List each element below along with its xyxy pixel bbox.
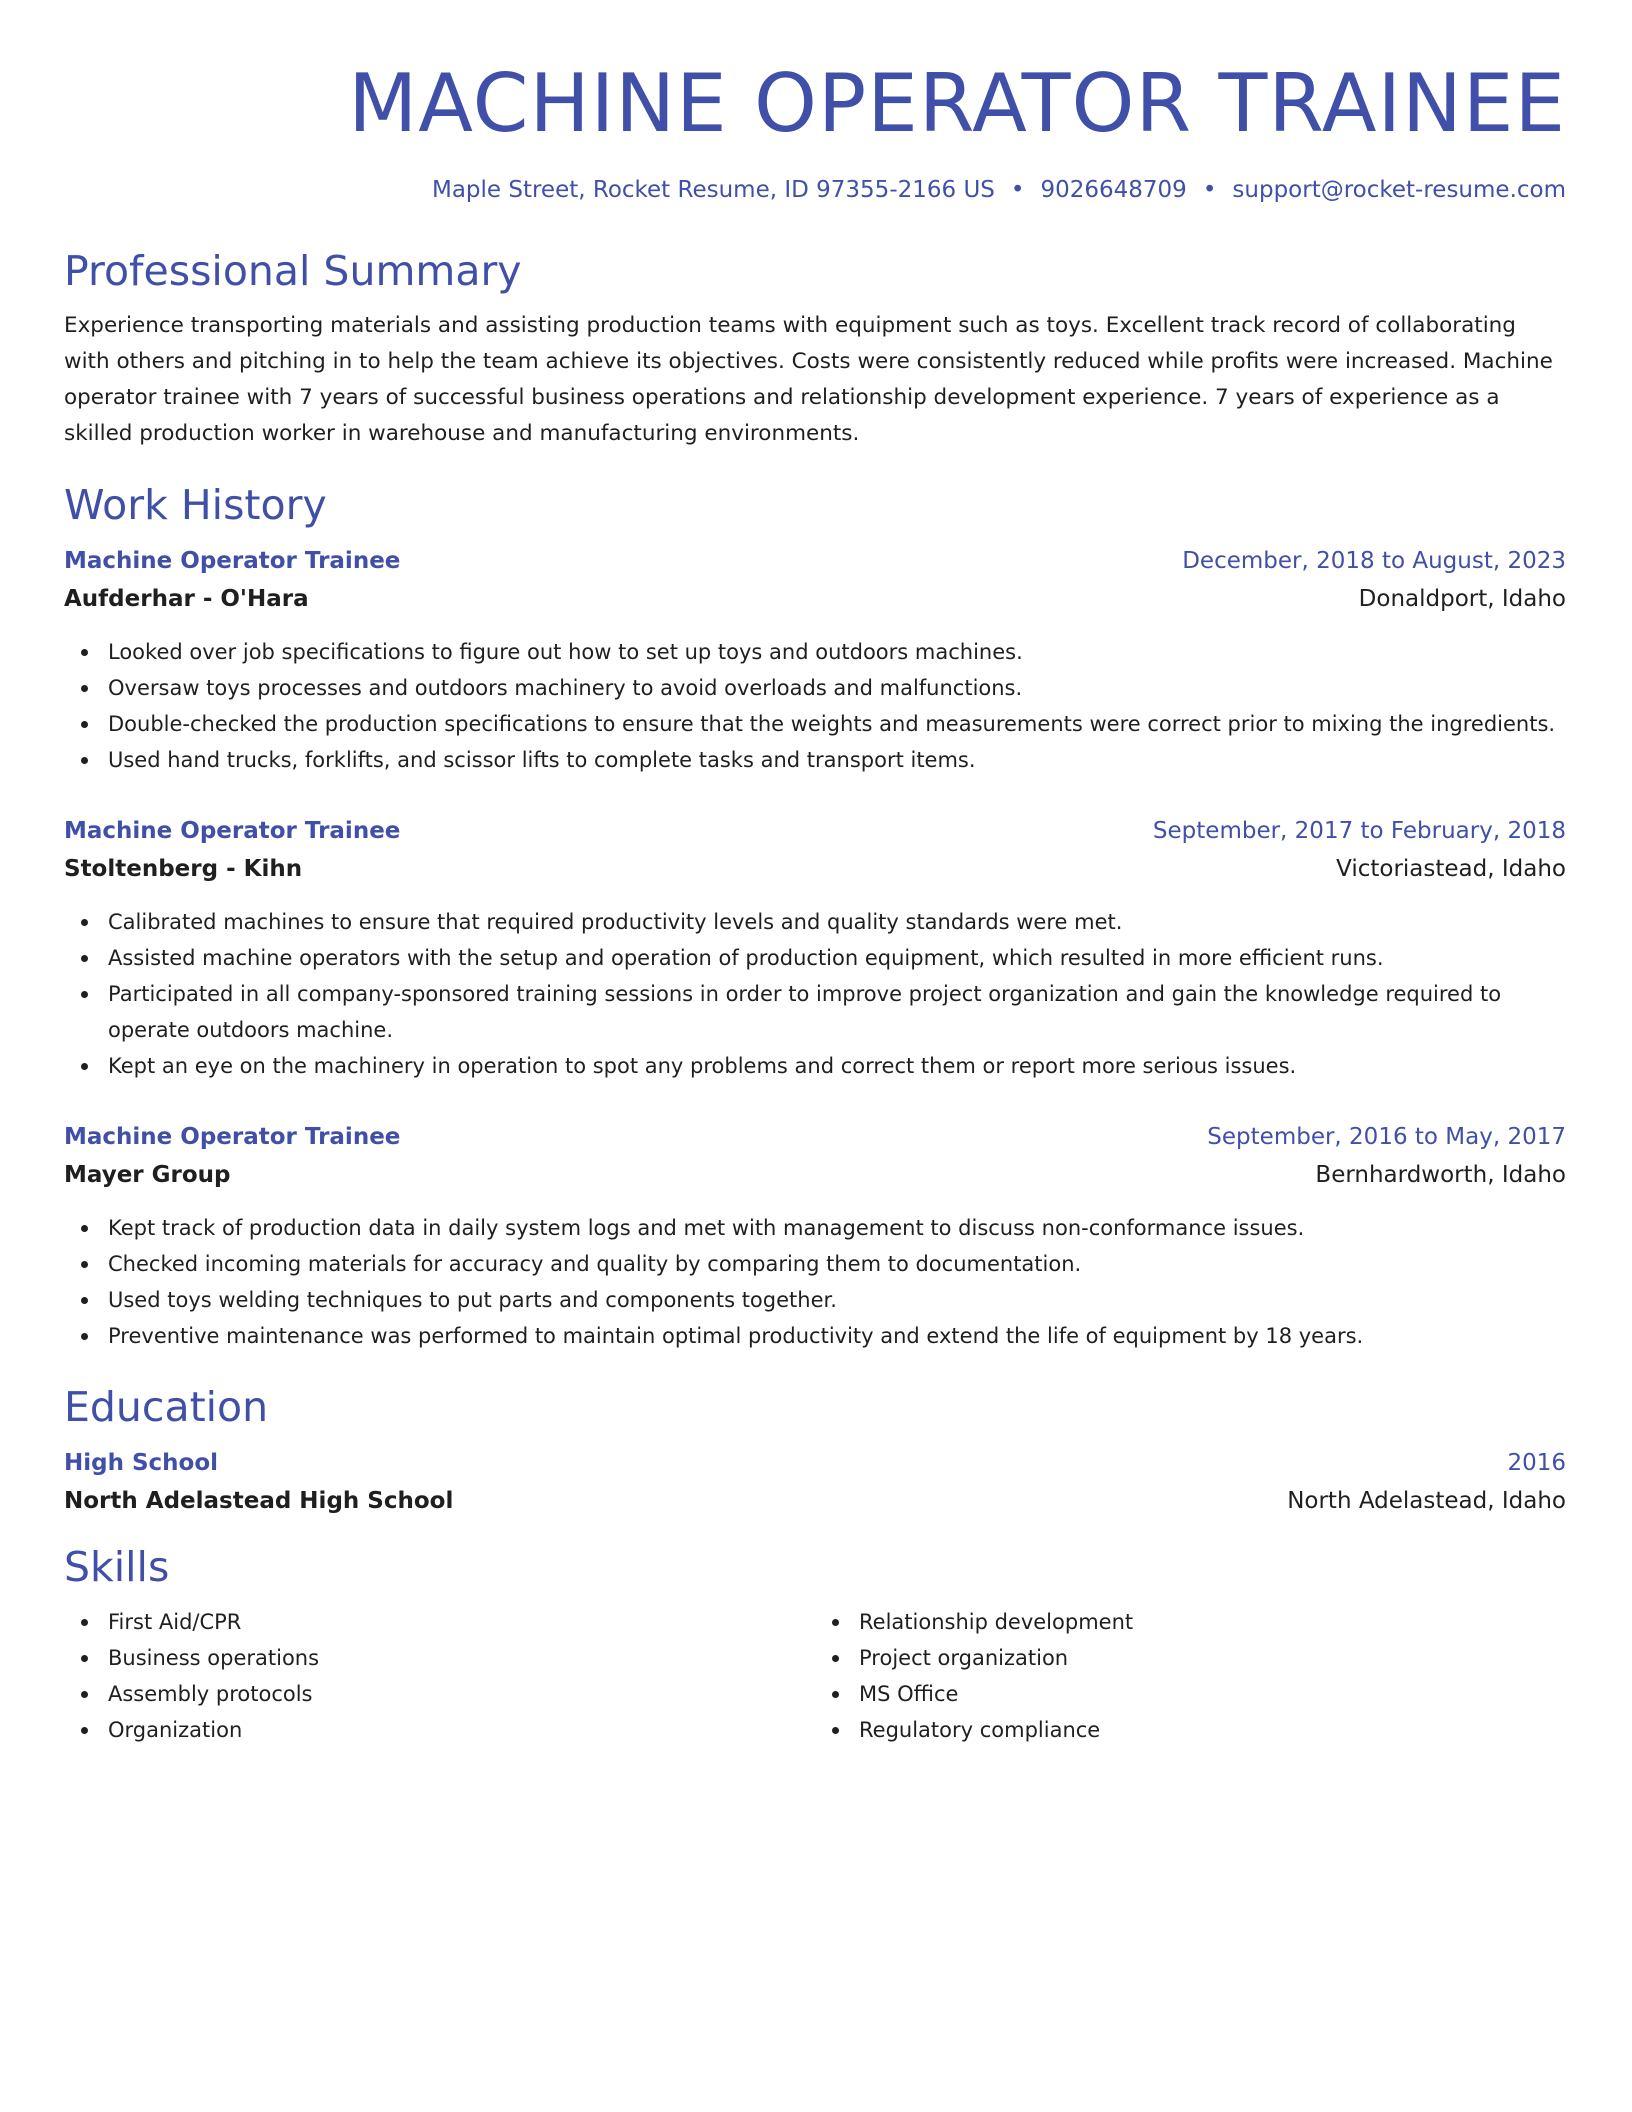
job-location: Bernhardworth, Idaho (1315, 1162, 1566, 1188)
professional-summary-section (64, 246, 1566, 452)
work-history-section (64, 480, 1566, 1354)
job-title: Machine Operator Trainee (64, 1124, 401, 1150)
job-dates: September, 2016 to May, 2017 (1207, 1124, 1566, 1150)
skill-item: Organization (108, 1712, 815, 1748)
skills-grid (64, 1604, 1566, 1748)
job-bullets (64, 1210, 1566, 1354)
job-location: Victoriastead, Idaho (1336, 856, 1566, 882)
skills-column-right (815, 1604, 1566, 1748)
education-header-row (64, 1444, 1566, 1482)
candidate-name: MACHINE OPERATOR TRAINEE (348, 57, 1566, 150)
job-header-row (64, 812, 1566, 850)
list-item: Calibrated machines to ensure that required productivity levels and quality standards were met. (108, 904, 1566, 940)
job-header-row (64, 1118, 1566, 1156)
job-entry (64, 1118, 1566, 1354)
section-title-skills: Skills (64, 1543, 170, 1591)
list-item: Used toys welding techniques to put parts and components together. (108, 1282, 1566, 1318)
job-bullets (64, 634, 1566, 778)
education-school-row (64, 1482, 1566, 1520)
skill-item: First Aid/CPR (108, 1604, 815, 1640)
skills-section (64, 1542, 1566, 1748)
job-dates: September, 2017 to February, 2018 (1152, 818, 1566, 844)
education-entry (64, 1444, 1566, 1520)
list-item: Assisted machine operators with the setup and operation of production equipment, which resulted in more efficient runs. (108, 940, 1566, 976)
list-item: Oversaw toys processes and outdoors machinery to avoid overloads and malfunctions. (108, 670, 1566, 706)
contact-email[interactable]: support@rocket-resume.com (1232, 177, 1566, 203)
job-dates: December, 2018 to August, 2023 (1182, 548, 1566, 574)
summary-text: Experience transporting materials and assisting production teams with equipment such as toys. Excellent track record of collaborating with others and pitching in to help the team achieve its objectives. Costs were consistently reduced while profits were increased. Machine operator trainee with 7 years of successful business operations and relationship development experience. 7 years of experience as a skilled production worker in warehouse and manufacturing environments. (64, 313, 1553, 446)
job-company-row (64, 580, 1566, 618)
skill-item: Business operations (108, 1640, 815, 1676)
job-entry (64, 542, 1566, 778)
job-company: Mayer Group (64, 1162, 231, 1188)
list-item: Kept track of production data in daily system logs and met with management to discuss non-conformance issues. (108, 1210, 1566, 1246)
education-degree: High School (64, 1450, 219, 1476)
section-title-summary: Professional Summary (64, 247, 522, 295)
list-item: Checked incoming materials for accuracy and quality by comparing them to documentation. (108, 1246, 1566, 1282)
contact-line (64, 174, 1566, 206)
job-company: Aufderhar - O'Hara (64, 586, 309, 612)
education-year: 2016 (1507, 1450, 1566, 1476)
list-item: Looked over job specifications to figure out how to set up toys and outdoors machines. (108, 634, 1566, 670)
contact-address: Maple Street, Rocket Resume, ID 97355-2166 US (431, 177, 995, 203)
skill-item: Assembly protocols (108, 1676, 815, 1712)
job-header-row (64, 542, 1566, 580)
job-company-row (64, 850, 1566, 888)
education-location: North Adelastead, Idaho (1287, 1488, 1566, 1514)
skill-item: MS Office (859, 1676, 1566, 1712)
list-item: Double-checked the production specifications to ensure that the weights and measurements were correct prior to mixing the ingredients. (108, 706, 1566, 742)
job-bullets (64, 904, 1566, 1084)
resume-page (64, 0, 1566, 1748)
section-title-work: Work History (64, 481, 327, 529)
job-title: Machine Operator Trainee (64, 818, 401, 844)
job-entry (64, 812, 1566, 1084)
list-item: Kept an eye on the machinery in operation to spot any problems and correct them or report more serious issues. (108, 1048, 1566, 1084)
education-school: North Adelastead High School (64, 1488, 454, 1514)
job-company: Stoltenberg - Kihn (64, 856, 303, 882)
skill-item: Relationship development (859, 1604, 1566, 1640)
skill-item: Project organization (859, 1640, 1566, 1676)
section-title-education: Education (64, 1383, 269, 1431)
contact-phone[interactable]: 9026648709 (1040, 177, 1187, 203)
contact-separator: • (1202, 177, 1217, 203)
list-item: Participated in all company-sponsored training sessions in order to improve project organization and gain the knowledge required to operate outdoors machine. (108, 976, 1566, 1048)
list-item: Used hand trucks, forklifts, and scissor lifts to complete tasks and transport items. (108, 742, 1566, 778)
job-company-row (64, 1156, 1566, 1194)
education-section (64, 1382, 1566, 1520)
contact-separator: • (1010, 177, 1025, 203)
list-item: Preventive maintenance was performed to maintain optimal productivity and extend the life of equipment by 18 years. (108, 1318, 1566, 1354)
job-title: Machine Operator Trainee (64, 548, 401, 574)
job-location: Donaldport, Idaho (1358, 586, 1566, 612)
skills-column-left (64, 1604, 815, 1748)
skill-item: Regulatory compliance (859, 1712, 1566, 1748)
